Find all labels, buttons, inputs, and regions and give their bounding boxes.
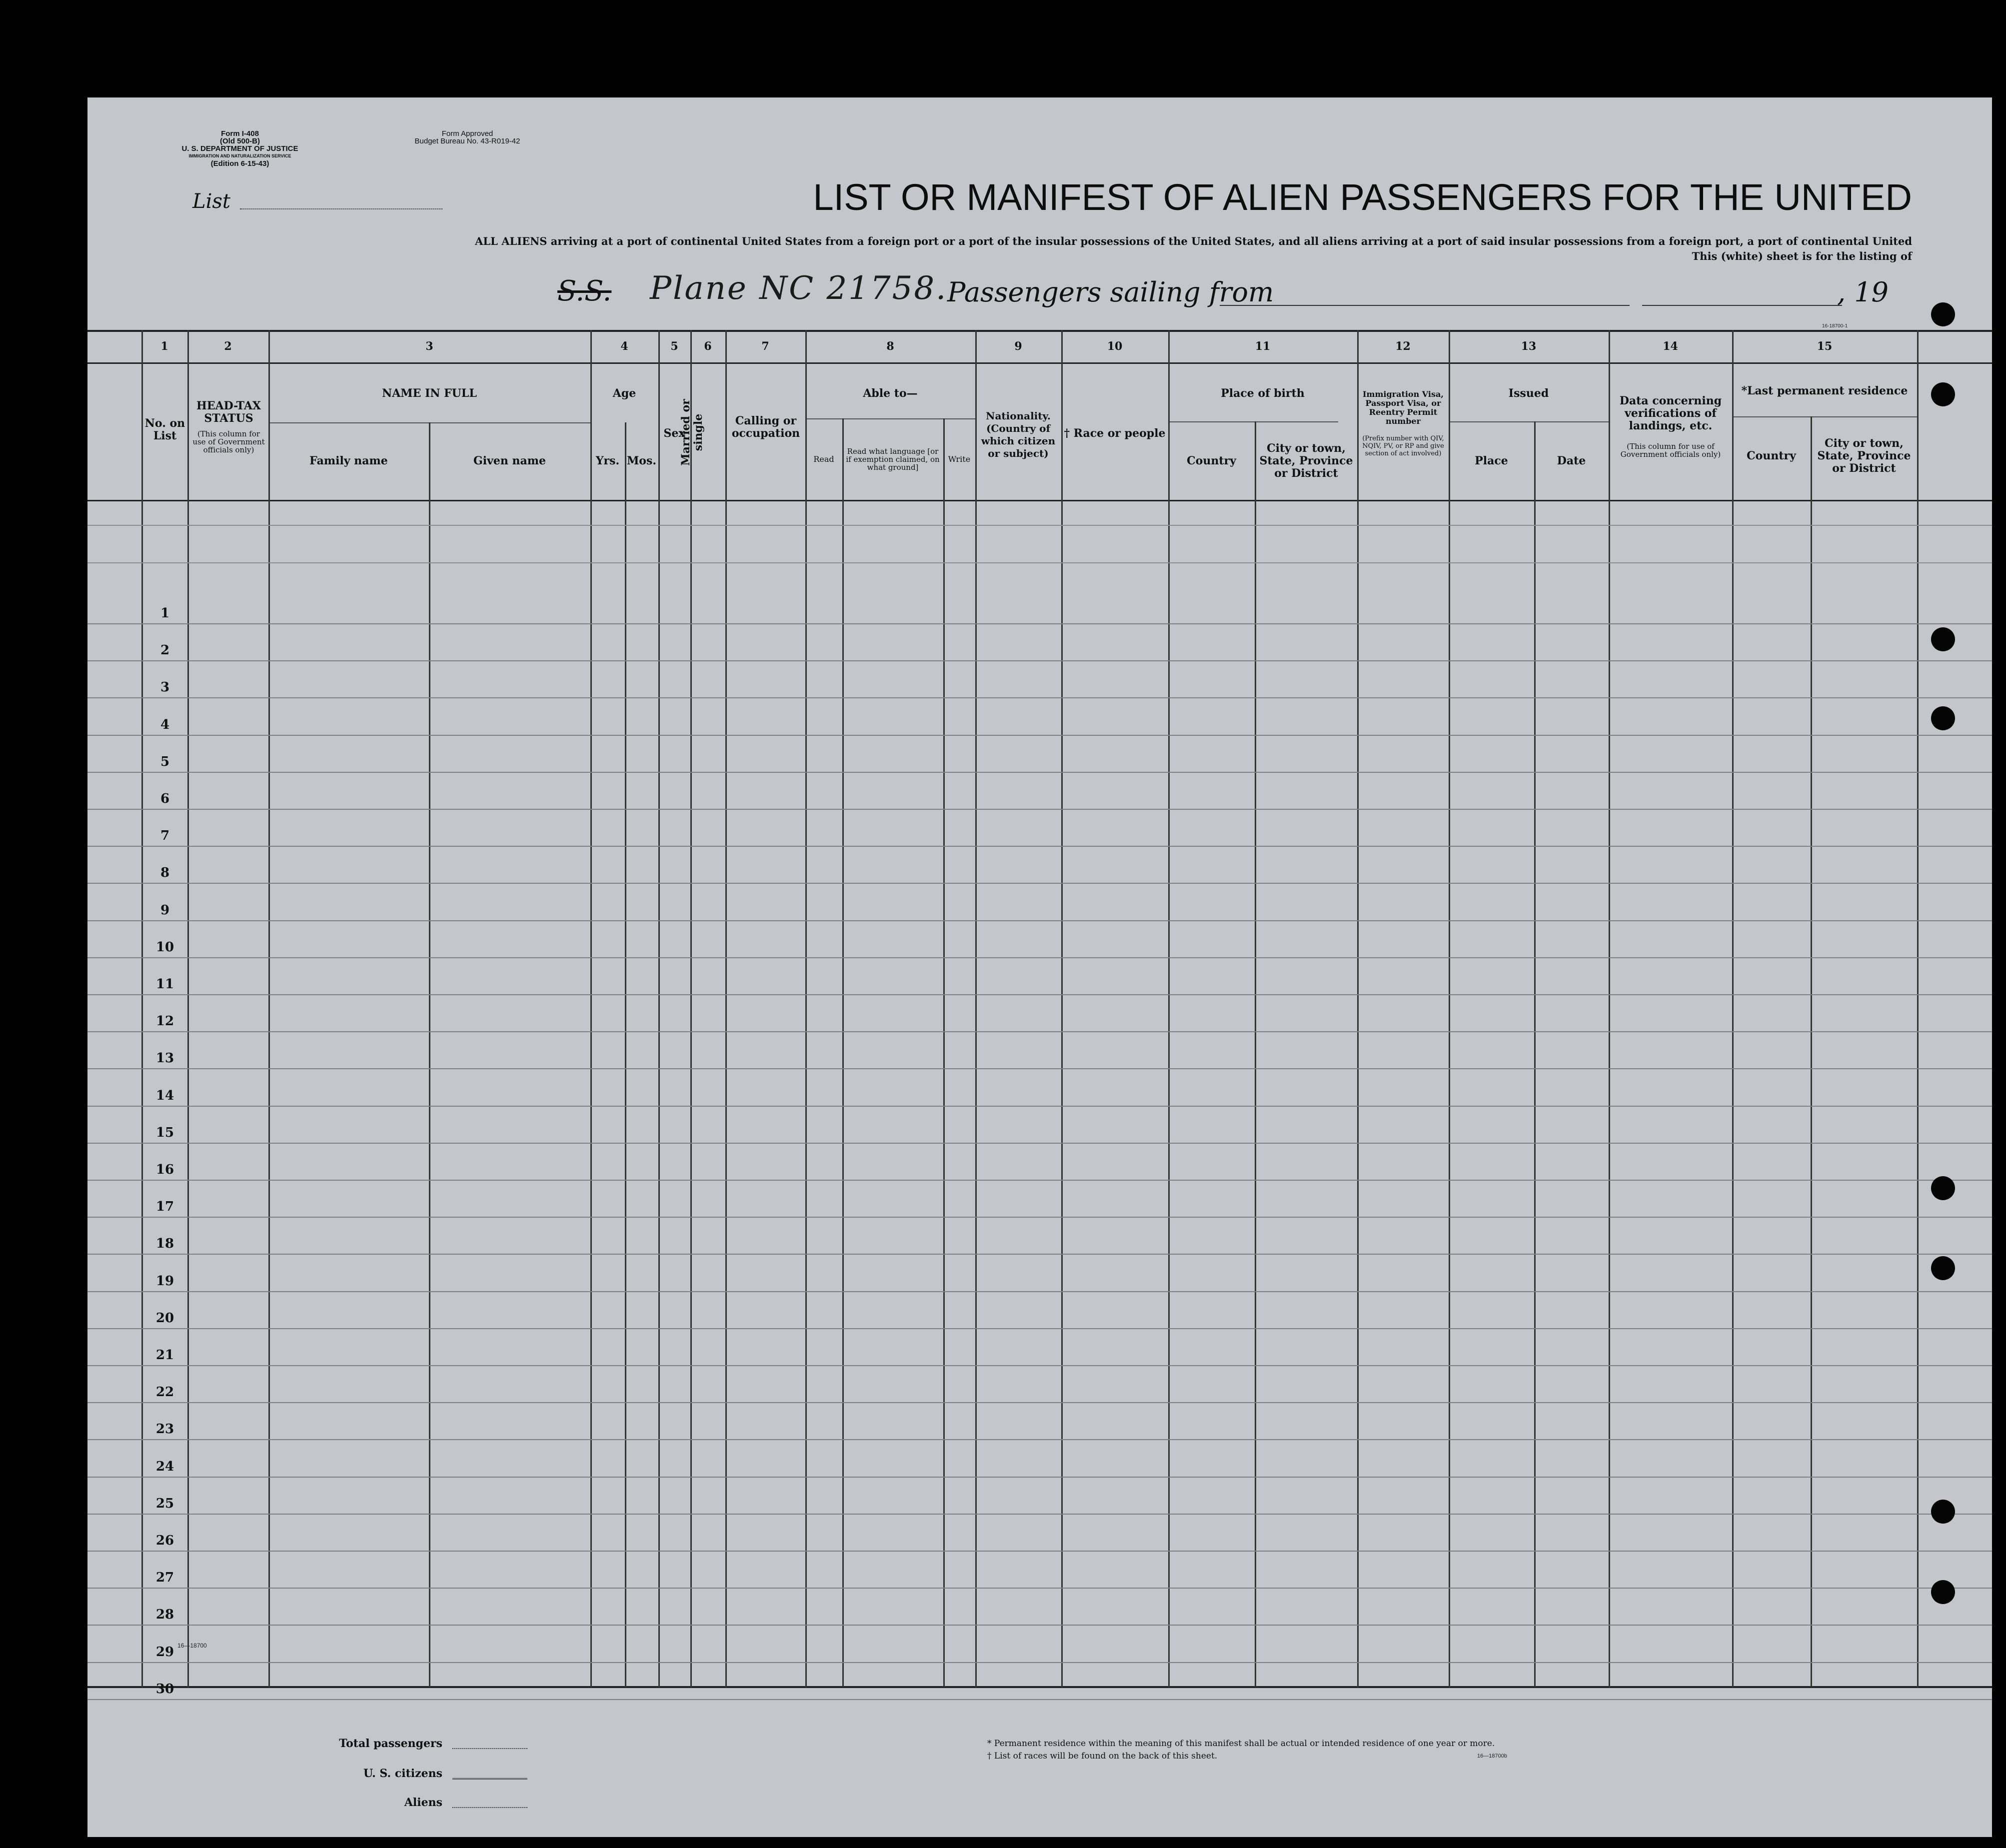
vessel-prefix: S.S.	[557, 275, 612, 307]
col-divider	[141, 330, 143, 1688]
visa-header: Immigration Visa, Passport Visa, or Reentry Permit number	[1363, 389, 1444, 426]
read-language-header: Read what language [or if exemption claimed, on what ground]	[846, 447, 940, 472]
head-tax-header: HEAD-TAX STATUS	[196, 399, 261, 425]
us-citizens-label: U. S. citizens	[363, 1767, 442, 1780]
row-rule	[87, 660, 1992, 661]
corner-code: 16-18700-1	[1822, 323, 1848, 329]
row-rule	[87, 1328, 1992, 1329]
col-divider	[1732, 330, 1734, 1688]
col-divider	[690, 330, 692, 1688]
col-number-8: 8	[886, 340, 894, 353]
row-number: 11	[155, 977, 174, 992]
col-number-7: 7	[761, 340, 769, 353]
col-number-14: 14	[1663, 340, 1678, 353]
row-rule	[87, 846, 1992, 847]
row-rule	[87, 883, 1992, 884]
col-number-4: 4	[620, 340, 628, 353]
col-number-10: 10	[1107, 340, 1123, 353]
table-bottom-rule	[87, 1686, 1992, 1688]
data-concerning-header: Data concerning verifications of landings, etc.	[1619, 394, 1722, 432]
punch-hole	[1931, 627, 1955, 651]
nationality-header: Nationality. (Country of which citizen or subject)	[981, 410, 1056, 459]
col-divider	[658, 330, 660, 1688]
us-citizens-field[interactable]	[452, 1778, 527, 1780]
row-number: 12	[155, 1014, 174, 1029]
row-rule	[87, 1402, 1992, 1403]
row-rule	[87, 1588, 1992, 1589]
col-number-5: 5	[670, 340, 678, 353]
race-header: † Race or people	[1064, 427, 1166, 440]
col-divider	[1357, 330, 1359, 1688]
row-rule	[87, 1365, 1992, 1366]
col-divider	[1917, 330, 1919, 1688]
row-number: 27	[155, 1570, 174, 1585]
col-number-2: 2	[224, 340, 232, 353]
row-rule	[87, 697, 1992, 698]
row-number: 1	[160, 606, 170, 621]
col-divider	[1534, 421, 1536, 1687]
row-number: 28	[155, 1607, 174, 1622]
year-label: , 19	[1837, 276, 1889, 308]
col-divider	[1255, 421, 1256, 1687]
row-number: 29	[155, 1645, 174, 1660]
service: IMMIGRATION AND NATURALIZATION SERVICE	[188, 153, 291, 158]
row-number: 4	[160, 717, 170, 732]
residence-country-header: Country	[1747, 449, 1796, 462]
row-rule	[87, 1031, 1992, 1032]
head-tax-note: (This column for use of Government officials only)	[192, 429, 265, 454]
print-code: 16—18700	[177, 1642, 207, 1649]
visa-note: (Prefix number with QIV, NQIV, PV, or RP and give section of act involved)	[1362, 435, 1444, 457]
col-divider	[268, 330, 270, 1688]
budget-number: Budget Bureau No. 43-R019-42	[414, 137, 520, 145]
total-passengers-field[interactable]	[452, 1748, 527, 1749]
row-number: 5	[160, 754, 170, 769]
birth-city-header: City or town, State, Province or District	[1259, 442, 1353, 480]
row-number: 10	[155, 940, 174, 955]
punch-hole	[1931, 1580, 1955, 1604]
col-number-15: 15	[1817, 340, 1833, 353]
row-number: 26	[155, 1533, 174, 1548]
col-divider	[1609, 330, 1610, 1688]
sailing-from-field[interactable]	[1220, 305, 1630, 306]
able-subrule	[805, 418, 975, 419]
row-number: 9	[160, 903, 170, 918]
punch-hole	[1931, 706, 1955, 730]
col-number-3: 3	[425, 340, 433, 353]
row-number: 24	[155, 1459, 174, 1474]
list-number-field[interactable]	[240, 208, 442, 209]
residence-subrule	[1732, 416, 1917, 417]
row-number: 22	[155, 1385, 174, 1400]
row-rule	[87, 1217, 1992, 1218]
read-header: Read	[813, 454, 834, 464]
col-divider	[1811, 416, 1812, 1687]
col-divider	[187, 330, 189, 1688]
row-rule	[87, 1477, 1992, 1478]
row-rule	[87, 1439, 1992, 1440]
row-rule	[87, 1551, 1992, 1552]
row-rule	[87, 1662, 1992, 1663]
row-rule	[87, 735, 1992, 736]
row-rule	[87, 1180, 1992, 1181]
col-divider	[842, 418, 844, 1687]
row-rule	[87, 957, 1992, 958]
no-on-list-header: No. on List	[144, 417, 185, 442]
row-rule	[87, 623, 1992, 624]
birth-country-header: Country	[1187, 454, 1236, 467]
row-number: 23	[155, 1422, 174, 1437]
age-yrs-header: Yrs.	[595, 454, 620, 467]
row-number: 3	[160, 680, 170, 695]
col-number-13: 13	[1521, 340, 1537, 353]
row-number: 18	[155, 1236, 174, 1251]
col-divider	[805, 330, 807, 1688]
form-approval	[407, 130, 527, 145]
col-number-9: 9	[1014, 340, 1022, 353]
footer-code: 16—18700b	[1477, 1753, 1507, 1759]
row-number: 21	[155, 1348, 174, 1363]
col-number-11: 11	[1255, 340, 1271, 353]
row-number: 19	[155, 1274, 174, 1289]
col-divider	[725, 330, 727, 1688]
row-rule	[87, 1699, 1992, 1700]
col-divider	[1061, 330, 1063, 1688]
row-number: 30	[155, 1682, 174, 1697]
form-approved: Form Approved	[441, 129, 493, 138]
row-number: 6	[160, 791, 170, 806]
row-number: 17	[155, 1199, 174, 1214]
row-number: 20	[155, 1311, 174, 1326]
data-concerning-note: (This column for use of Government officials only)	[1620, 442, 1721, 459]
old-number: (Old 500-B)	[219, 137, 260, 145]
row-rule	[87, 994, 1992, 995]
issued-place-header: Place	[1475, 454, 1508, 467]
col-number-6: 6	[704, 340, 712, 353]
punch-hole	[1931, 1500, 1955, 1524]
subtitle-2: This (white) sheet is for the listing of	[1692, 250, 1912, 262]
issued-subrule	[1449, 421, 1609, 422]
header-bottom-rule	[87, 500, 1992, 501]
total-passengers-label: Total passengers	[339, 1737, 442, 1750]
issued-date-header: Date	[1557, 454, 1586, 467]
punch-hole	[1931, 382, 1955, 406]
row-rule	[87, 562, 1992, 563]
residence-city-header: City or town, State, Province or District	[1817, 437, 1911, 475]
row-rule	[87, 809, 1992, 810]
col-divider	[625, 422, 626, 1687]
row-number: 2	[160, 643, 170, 658]
row-number: 8	[160, 865, 170, 880]
row-rule	[87, 920, 1992, 921]
row-rule	[87, 1254, 1992, 1255]
footnote-races: † List of races will be found on the back of this sheet.	[987, 1751, 1218, 1761]
row-rule	[87, 1514, 1992, 1515]
row-rule	[87, 1106, 1992, 1107]
aliens-label: Aliens	[404, 1796, 442, 1809]
row-number: 25	[155, 1496, 174, 1511]
col-number-12: 12	[1395, 340, 1411, 353]
able-to-header: Able to—	[863, 387, 918, 400]
list-label: List	[192, 190, 230, 213]
col-divider	[590, 330, 592, 1688]
department: U. S. DEPARTMENT OF JUSTICE	[181, 144, 298, 153]
row-rule	[87, 525, 1992, 526]
col-divider	[1168, 330, 1170, 1688]
row-number: 16	[155, 1162, 174, 1177]
row-rule	[87, 1291, 1992, 1292]
sailing-label: Passengers sailing from	[947, 276, 1274, 308]
place-of-birth-header: Place of birth	[1221, 387, 1305, 400]
sailing-date-field[interactable]	[1642, 305, 1842, 306]
col-divider	[943, 418, 945, 1687]
calling-header: Calling or occupation	[731, 414, 800, 440]
age-mos-header: Mos.	[626, 454, 657, 467]
birth-subrule	[1168, 421, 1338, 422]
form-id-block	[180, 130, 300, 167]
row-rule	[87, 772, 1992, 773]
row-number: 15	[155, 1125, 174, 1140]
table-top-rule	[87, 330, 1992, 332]
col-number-1: 1	[160, 340, 168, 353]
row-rule	[87, 1625, 1992, 1626]
vessel-name-handwritten: Plane NC 21758.	[650, 270, 948, 307]
col-number-rule	[87, 362, 1992, 364]
last-residence-header: *Last permanent residence	[1741, 384, 1908, 397]
name-in-full-header: NAME IN FULL	[382, 387, 477, 400]
row-number: 7	[160, 828, 170, 843]
punch-hole	[1931, 1256, 1955, 1280]
page-title: LIST OR MANIFEST OF ALIEN PASSENGERS FOR THE UNITED	[813, 176, 1912, 218]
footnote-residence: * Permanent residence within the meaning of this manifest shall be actual or intended residence of one year or more.	[987, 1739, 1495, 1749]
family-name-header: Family name	[309, 454, 388, 467]
row-number: 14	[155, 1088, 174, 1103]
given-name-header: Given name	[473, 454, 546, 467]
subtitle-1: ALL ALIENS arriving at a port of continental United States from a foreign port or a port of the insular possessions of the United States, and all aliens arriving at a port of said insular possessions from a foreign port, a port of continental United	[475, 235, 1912, 247]
sex-header: Sex	[663, 427, 685, 440]
row-rule	[87, 1143, 1992, 1144]
manifest-sheet	[87, 97, 1992, 1837]
write-header: Write	[948, 454, 971, 464]
row-number: 13	[155, 1051, 174, 1066]
row-rule	[87, 1068, 1992, 1069]
col-divider	[1449, 330, 1450, 1688]
age-header: Age	[612, 387, 636, 400]
married-header: Married or single	[679, 399, 705, 466]
col-divider	[975, 330, 977, 1688]
punch-hole	[1931, 1176, 1955, 1200]
punch-hole	[1931, 302, 1955, 326]
edition: (Edition 6-15-43)	[210, 159, 269, 168]
col-divider	[429, 422, 430, 1687]
form-number: Form I-408	[221, 129, 259, 138]
issued-header: Issued	[1508, 387, 1549, 400]
aliens-field[interactable]	[452, 1807, 527, 1808]
